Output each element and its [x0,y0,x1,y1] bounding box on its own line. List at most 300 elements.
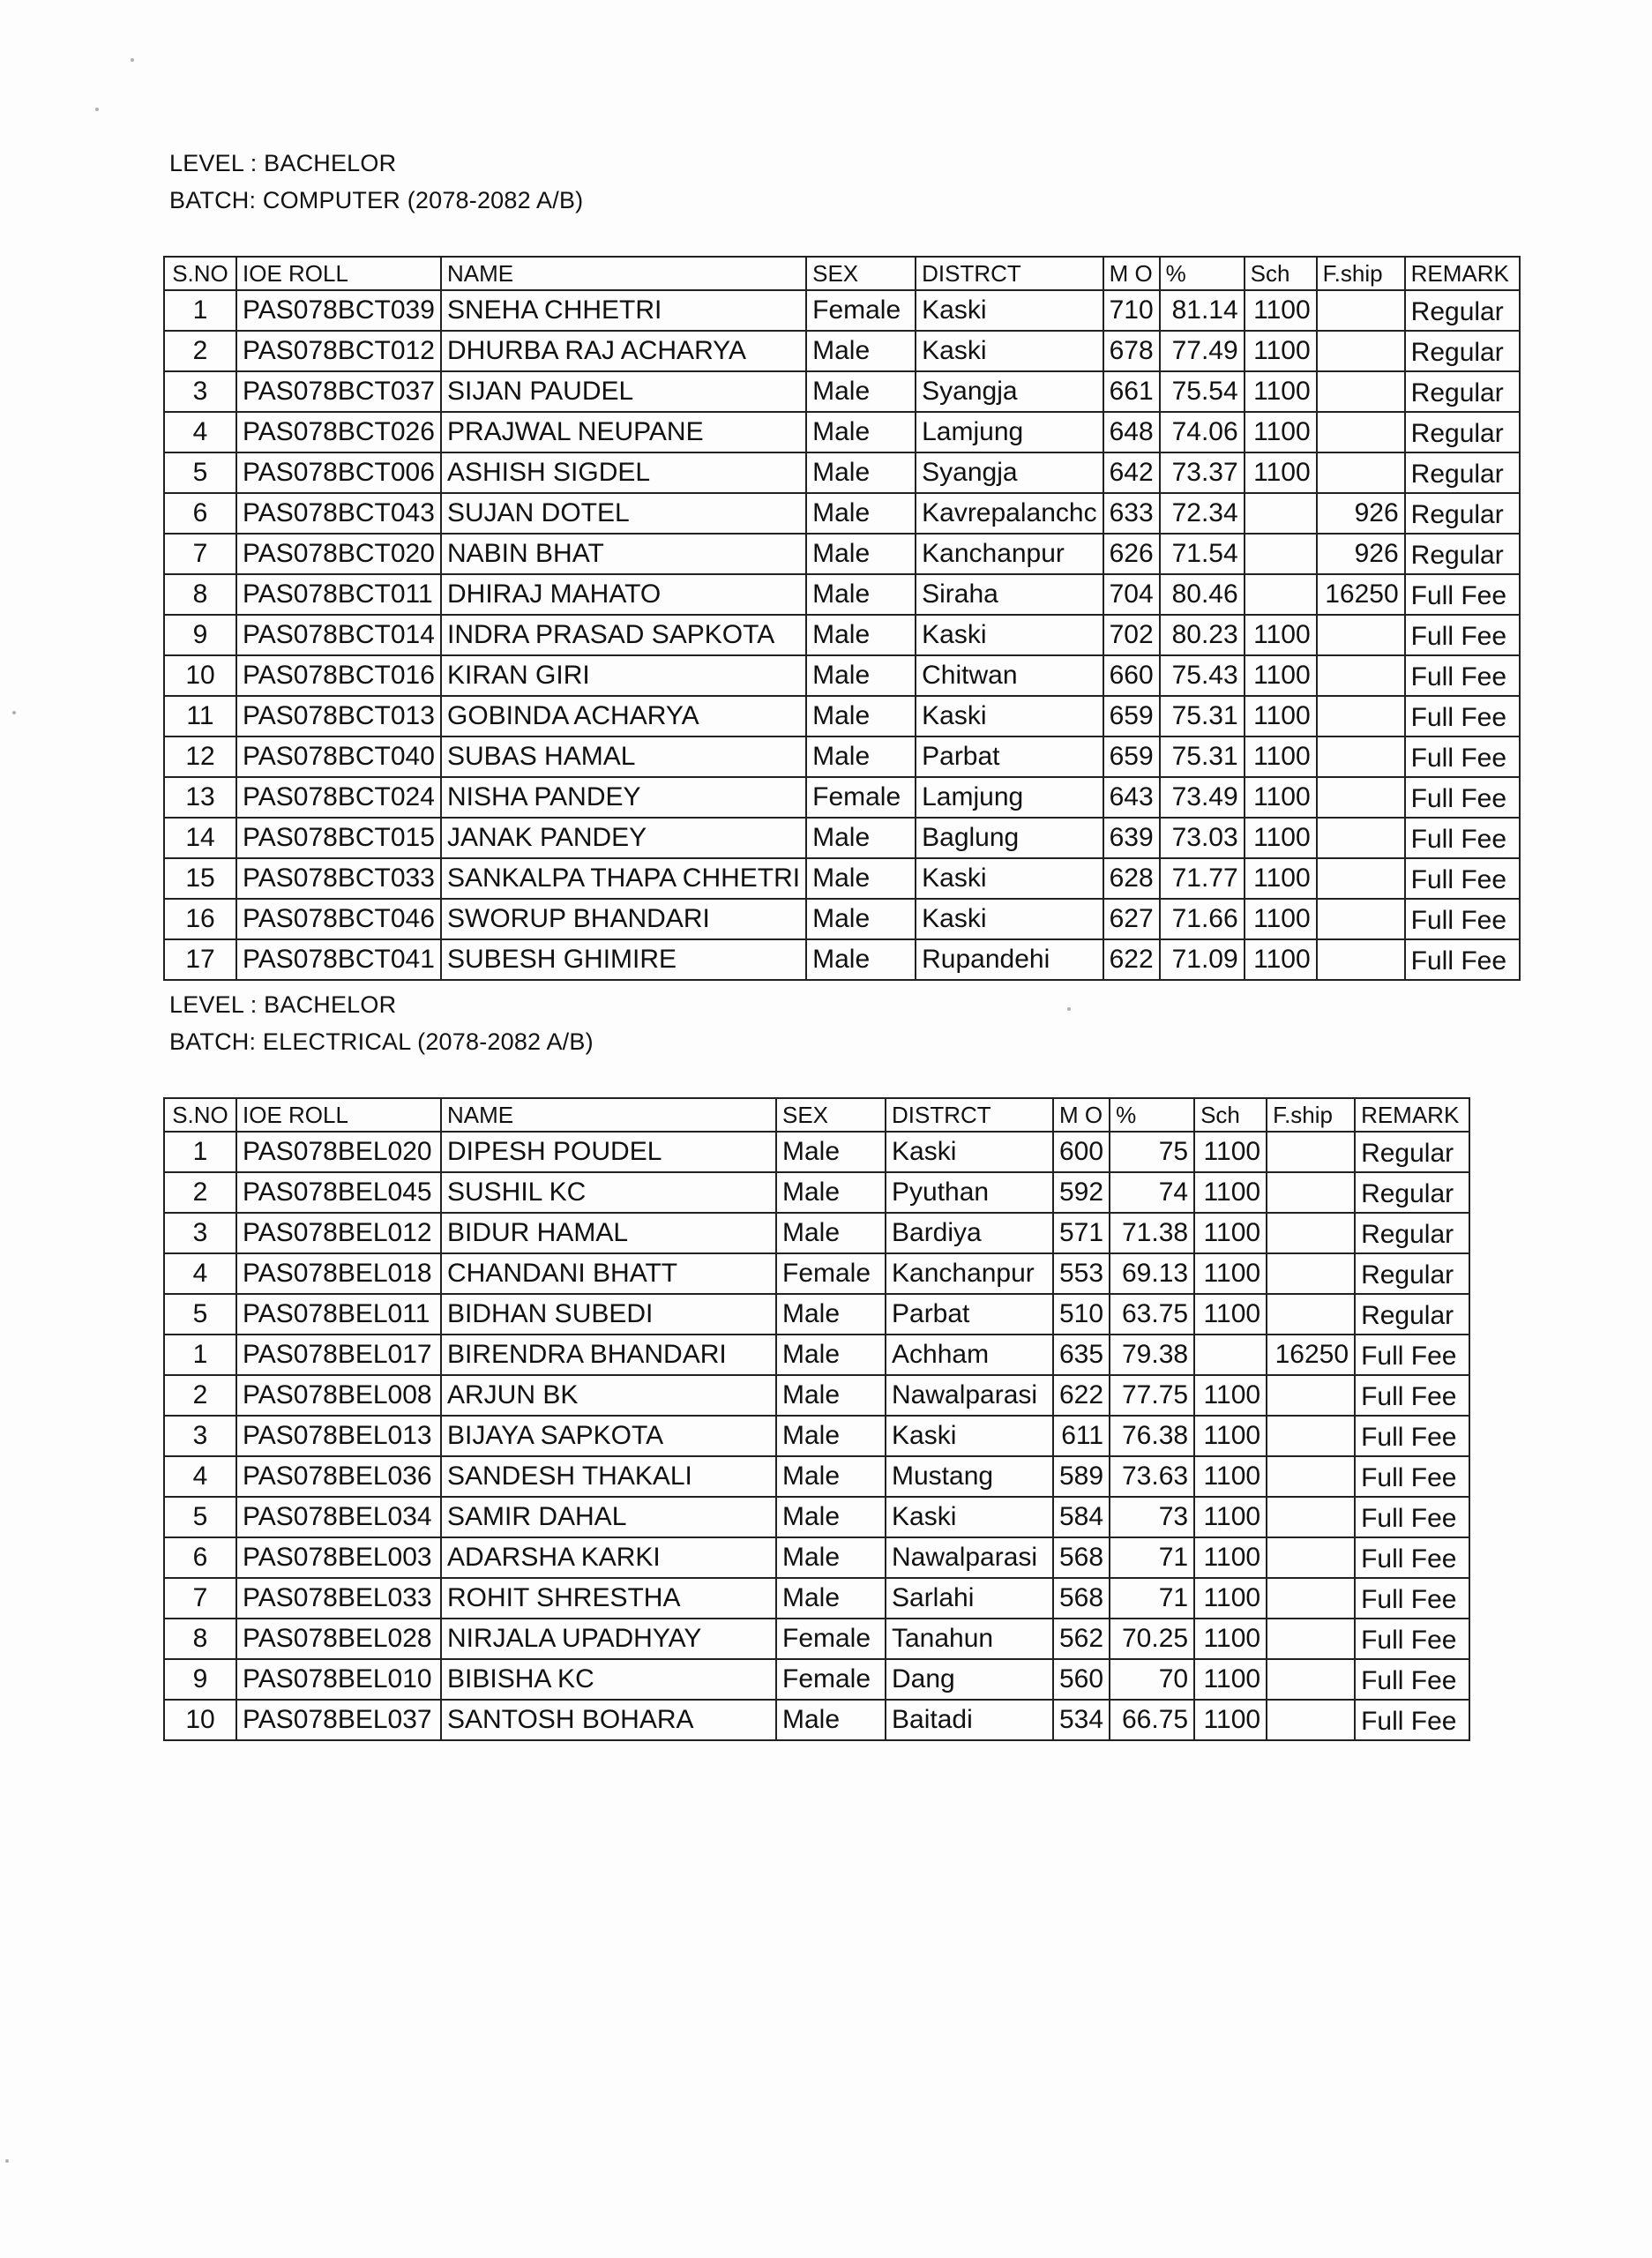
cell-remark: Full Fee [1355,1456,1469,1497]
cell-percent: 75 [1110,1132,1194,1172]
cell-sno: 17 [164,939,236,980]
cell-scholarship: 1100 [1194,1619,1267,1659]
cell-marks-obtained: 702 [1103,615,1160,655]
cell-district: Parbat [916,736,1103,777]
cell-name: BIDHAN SUBEDI [441,1294,776,1335]
cell-remark: Full Fee [1405,615,1520,655]
cell-district: Kaski [916,899,1103,939]
cell-scholarship: 1100 [1194,1172,1267,1213]
cell-scholarship: 1100 [1194,1213,1267,1253]
cell-remark: Full Fee [1405,696,1520,736]
table-row [164,493,1520,534]
cell-fellowship [1317,696,1405,736]
cell-remark: Full Fee [1355,1700,1469,1740]
cell-percent: 69.13 [1110,1253,1194,1294]
cell-marks-obtained: 678 [1103,331,1160,371]
column-header-fellowship: F.ship [1317,257,1405,290]
cell-sex: Male [806,655,916,696]
table-row [164,1497,1469,1537]
cell-sex: Male [806,371,916,412]
cell-percent: 71.77 [1160,858,1245,899]
cell-ioe-roll: PAS078BEL018 [236,1253,441,1294]
cell-fellowship [1267,1253,1355,1294]
cell-sex: Male [806,493,916,534]
table-row [164,777,1520,818]
cell-sex: Male [776,1375,886,1416]
column-header-sex: SEX [806,257,916,290]
column-header-remark: REMARK [1405,257,1520,290]
cell-sex: Male [806,412,916,452]
cell-sex: Male [806,818,916,858]
cell-sex: Male [806,331,916,371]
electrical-results-table [163,1097,1470,1741]
cell-sno: 5 [164,1294,236,1335]
cell-marks-obtained: 600 [1053,1132,1110,1172]
cell-sno: 15 [164,858,236,899]
cell-fellowship [1317,290,1405,331]
cell-fellowship [1317,452,1405,493]
table-row [164,1700,1469,1740]
table-row [164,1456,1469,1497]
table-row [164,1416,1469,1456]
cell-sex: Male [776,1335,886,1375]
column-header-district: DISTRCT [886,1098,1053,1132]
table-row [164,1578,1469,1619]
cell-ioe-roll: PAS078BEL045 [236,1172,441,1213]
cell-sno: 3 [164,371,236,412]
cell-name: DHURBA RAJ ACHARYA [441,331,806,371]
cell-name: NABIN BHAT [441,534,806,574]
cell-ioe-roll: PAS078BCT046 [236,899,441,939]
cell-scholarship [1245,574,1317,615]
cell-fellowship [1267,1456,1355,1497]
column-header-ioe-roll: IOE ROLL [236,1098,441,1132]
cell-sno: 14 [164,818,236,858]
column-header-name: NAME [441,257,806,290]
table-row [164,1375,1469,1416]
cell-district: Nawalparasi [886,1537,1053,1578]
cell-sex: Male [776,1416,886,1456]
cell-marks-obtained: 626 [1103,534,1160,574]
cell-ioe-roll: PAS078BCT037 [236,371,441,412]
cell-fellowship [1317,412,1405,452]
cell-remark: Full Fee [1405,655,1520,696]
cell-fellowship [1267,1416,1355,1456]
cell-remark: Full Fee [1405,899,1520,939]
cell-fellowship [1267,1700,1355,1740]
cell-sno: 7 [164,534,236,574]
cell-remark: Regular [1405,412,1520,452]
cell-district: Baglung [916,818,1103,858]
column-header-sno: S.NO [164,257,236,290]
cell-fellowship [1267,1497,1355,1537]
cell-scholarship: 1100 [1245,736,1317,777]
cell-name: INDRA PRASAD SAPKOTA [441,615,806,655]
cell-ioe-roll: PAS078BEL012 [236,1213,441,1253]
table-row [164,534,1520,574]
cell-sno: 9 [164,1659,236,1700]
cell-percent: 75.31 [1160,736,1245,777]
cell-name: GOBINDA ACHARYA [441,696,806,736]
cell-percent: 77.75 [1110,1375,1194,1416]
cell-remark: Regular [1405,452,1520,493]
computer-batch-section [0,145,1652,976]
column-header-sex: SEX [776,1098,886,1132]
cell-fellowship [1267,1659,1355,1700]
batch-heading: BATCH: COMPUTER (2078-2082 A/B) [169,187,584,213]
table-row [164,452,1520,493]
cell-remark: Regular [1405,371,1520,412]
cell-fellowship [1267,1537,1355,1578]
cell-fellowship [1267,1578,1355,1619]
cell-marks-obtained: 589 [1053,1456,1110,1497]
table-row [164,1537,1469,1578]
cell-remark: Full Fee [1355,1497,1469,1537]
cell-percent: 73 [1110,1497,1194,1537]
cell-scholarship: 1100 [1194,1537,1267,1578]
table-row [164,818,1520,858]
cell-remark: Full Fee [1405,777,1520,818]
table-row [164,290,1520,331]
cell-percent: 73.49 [1160,777,1245,818]
cell-scholarship: 1100 [1194,1132,1267,1172]
cell-sex: Female [806,290,916,331]
cell-fellowship [1317,818,1405,858]
cell-fellowship: 926 [1317,493,1405,534]
cell-percent: 81.14 [1160,290,1245,331]
cell-percent: 71.38 [1110,1213,1194,1253]
cell-sex: Female [776,1253,886,1294]
cell-scholarship [1245,534,1317,574]
cell-sno: 1 [164,1335,236,1375]
cell-district: Tanahun [886,1619,1053,1659]
cell-sex: Male [806,615,916,655]
cell-district: Kaski [916,615,1103,655]
cell-ioe-roll: PAS078BEL034 [236,1497,441,1537]
cell-percent: 80.23 [1160,615,1245,655]
cell-marks-obtained: 622 [1053,1375,1110,1416]
cell-scholarship [1245,493,1317,534]
cell-district: Kanchanpur [916,534,1103,574]
cell-ioe-roll: PAS078BCT024 [236,777,441,818]
cell-sno: 8 [164,1619,236,1659]
cell-scholarship: 1100 [1245,452,1317,493]
cell-sno: 3 [164,1416,236,1456]
cell-scholarship: 1100 [1194,1497,1267,1537]
cell-name: SWORUP BHANDARI [441,899,806,939]
cell-sex: Male [806,736,916,777]
cell-district: Kaski [886,1132,1053,1172]
cell-fellowship [1317,655,1405,696]
cell-ioe-roll: PAS078BCT014 [236,615,441,655]
cell-percent: 70.25 [1110,1619,1194,1659]
cell-sex: Male [776,1578,886,1619]
table-row [164,1132,1469,1172]
cell-remark: Regular [1355,1294,1469,1335]
cell-fellowship: 926 [1317,534,1405,574]
column-header-percent: % [1110,1098,1194,1132]
cell-name: ASHISH SIGDEL [441,452,806,493]
cell-marks-obtained: 633 [1103,493,1160,534]
cell-percent: 74.06 [1160,412,1245,452]
cell-marks-obtained: 704 [1103,574,1160,615]
cell-fellowship: 16250 [1267,1335,1355,1375]
cell-percent: 72.34 [1160,493,1245,534]
cell-scholarship: 1100 [1245,290,1317,331]
cell-marks-obtained: 659 [1103,696,1160,736]
cell-name: NIRJALA UPADHYAY [441,1619,776,1659]
cell-sex: Male [776,1456,886,1497]
cell-remark: Regular [1355,1132,1469,1172]
column-header-remark: REMARK [1355,1098,1469,1132]
cell-sex: Male [806,534,916,574]
cell-marks-obtained: 553 [1053,1253,1110,1294]
cell-ioe-roll: PAS078BCT041 [236,939,441,980]
cell-sno: 6 [164,1537,236,1578]
table-row [164,696,1520,736]
cell-ioe-roll: PAS078BEL011 [236,1294,441,1335]
column-header-marks-obtained: M O [1103,257,1160,290]
cell-remark: Regular [1355,1213,1469,1253]
cell-marks-obtained: 639 [1103,818,1160,858]
table-row [164,1253,1469,1294]
cell-name: ROHIT SHRESTHA [441,1578,776,1619]
cell-sno: 16 [164,899,236,939]
table-row [164,412,1520,452]
cell-sex: Male [776,1172,886,1213]
cell-marks-obtained: 592 [1053,1172,1110,1213]
cell-district: Kavrepalanchc [916,493,1103,534]
cell-scholarship: 1100 [1194,1578,1267,1619]
cell-scholarship: 1100 [1194,1700,1267,1740]
cell-ioe-roll: PAS078BCT020 [236,534,441,574]
cell-remark: Regular [1355,1172,1469,1213]
table-row [164,736,1520,777]
cell-percent: 73.03 [1160,818,1245,858]
cell-sex: Male [806,899,916,939]
cell-sex: Male [776,1132,886,1172]
cell-sno: 13 [164,777,236,818]
cell-fellowship [1267,1172,1355,1213]
cell-sno: 5 [164,1497,236,1537]
cell-district: Parbat [886,1294,1053,1335]
cell-sex: Male [776,1213,886,1253]
cell-percent: 71 [1110,1578,1194,1619]
cell-percent: 71.09 [1160,939,1245,980]
cell-district: Kaski [886,1497,1053,1537]
cell-fellowship [1267,1213,1355,1253]
cell-sex: Female [776,1659,886,1700]
cell-scholarship: 1100 [1245,412,1317,452]
cell-scholarship: 1100 [1194,1294,1267,1335]
cell-scholarship: 1100 [1245,858,1317,899]
cell-name: SANKALPA THAPA CHHETRI [441,858,806,899]
cell-fellowship [1317,331,1405,371]
cell-marks-obtained: 568 [1053,1578,1110,1619]
column-header-scholarship: Sch [1194,1098,1267,1132]
cell-scholarship: 1100 [1245,777,1317,818]
table-row [164,858,1520,899]
cell-sno: 4 [164,1456,236,1497]
cell-percent: 73.37 [1160,452,1245,493]
cell-name: JANAK PANDEY [441,818,806,858]
table-row [164,615,1520,655]
cell-sno: 7 [164,1578,236,1619]
cell-fellowship [1317,371,1405,412]
cell-district: Dang [886,1659,1053,1700]
cell-marks-obtained: 660 [1103,655,1160,696]
cell-scholarship: 1100 [1245,939,1317,980]
scan-speck [1067,1007,1071,1011]
cell-percent: 77.49 [1160,331,1245,371]
cell-district: Achham [886,1335,1053,1375]
cell-remark: Full Fee [1355,1578,1469,1619]
cell-district: Kanchanpur [886,1253,1053,1294]
cell-ioe-roll: PAS078BEL020 [236,1132,441,1172]
cell-district: Siraha [916,574,1103,615]
cell-district: Mustang [886,1456,1053,1497]
cell-name: SIJAN PAUDEL [441,371,806,412]
cell-sno: 2 [164,331,236,371]
cell-marks-obtained: 659 [1103,736,1160,777]
cell-scholarship [1194,1335,1267,1375]
cell-district: Kaski [916,290,1103,331]
cell-sex: Male [776,1497,886,1537]
column-header-percent: % [1160,257,1245,290]
cell-remark: Full Fee [1355,1619,1469,1659]
cell-remark: Full Fee [1355,1375,1469,1416]
cell-name: DIPESH POUDEL [441,1132,776,1172]
cell-sex: Male [806,696,916,736]
cell-remark: Full Fee [1355,1537,1469,1578]
table-row [164,899,1520,939]
cell-ioe-roll: PAS078BCT016 [236,655,441,696]
cell-ioe-roll: PAS078BEL010 [236,1659,441,1700]
cell-name: SUJAN DOTEL [441,493,806,534]
table-row [164,1213,1469,1253]
cell-name: ARJUN BK [441,1375,776,1416]
cell-district: Kaski [916,696,1103,736]
cell-ioe-roll: PAS078BCT043 [236,493,441,534]
cell-sno: 2 [164,1375,236,1416]
cell-sno: 10 [164,1700,236,1740]
cell-ioe-roll: PAS078BCT039 [236,290,441,331]
table-row [164,371,1520,412]
cell-scholarship: 1100 [1194,1659,1267,1700]
computer-results-table [163,256,1521,981]
cell-sno: 12 [164,736,236,777]
cell-scholarship: 1100 [1245,696,1317,736]
table-row [164,655,1520,696]
scan-speck [95,108,99,111]
cell-name: SUBESH GHIMIRE [441,939,806,980]
cell-ioe-roll: PAS078BCT013 [236,696,441,736]
cell-ioe-roll: PAS078BCT006 [236,452,441,493]
cell-fellowship [1317,777,1405,818]
cell-marks-obtained: 642 [1103,452,1160,493]
cell-sex: Male [806,452,916,493]
cell-scholarship: 1100 [1245,655,1317,696]
cell-marks-obtained: 648 [1103,412,1160,452]
cell-sno: 4 [164,412,236,452]
cell-name: SNEHA CHHETRI [441,290,806,331]
cell-ioe-roll: PAS078BCT026 [236,412,441,452]
cell-district: Nawalparasi [886,1375,1053,1416]
cell-percent: 75.54 [1160,371,1245,412]
cell-fellowship [1317,615,1405,655]
cell-ioe-roll: PAS078BEL036 [236,1456,441,1497]
cell-remark: Regular [1355,1253,1469,1294]
cell-fellowship [1267,1294,1355,1335]
cell-fellowship [1267,1619,1355,1659]
cell-sno: 2 [164,1172,236,1213]
cell-district: Syangja [916,452,1103,493]
cell-percent: 71 [1110,1537,1194,1578]
cell-marks-obtained: 628 [1103,858,1160,899]
cell-ioe-roll: PAS078BEL037 [236,1700,441,1740]
cell-fellowship [1267,1132,1355,1172]
cell-percent: 71.54 [1160,534,1245,574]
scan-speck [12,711,16,714]
cell-scholarship: 1100 [1245,331,1317,371]
cell-percent: 73.63 [1110,1456,1194,1497]
cell-remark: Regular [1405,290,1520,331]
cell-scholarship: 1100 [1245,818,1317,858]
cell-percent: 80.46 [1160,574,1245,615]
cell-district: Baitadi [886,1700,1053,1740]
scan-speck [5,2159,9,2163]
cell-marks-obtained: 635 [1053,1335,1110,1375]
cell-fellowship [1267,1375,1355,1416]
cell-name: SUBAS HAMAL [441,736,806,777]
cell-name: KIRAN GIRI [441,655,806,696]
cell-name: BIBISHA KC [441,1659,776,1700]
cell-sno: 1 [164,1132,236,1172]
cell-ioe-roll: PAS078BEL013 [236,1416,441,1456]
cell-remark: Full Fee [1405,858,1520,899]
cell-remark: Regular [1405,493,1520,534]
cell-marks-obtained: 643 [1103,777,1160,818]
cell-marks-obtained: 627 [1103,899,1160,939]
cell-remark: Full Fee [1405,818,1520,858]
cell-percent: 70 [1110,1659,1194,1700]
cell-remark: Full Fee [1405,574,1520,615]
cell-district: Bardiya [886,1213,1053,1253]
cell-ioe-roll: PAS078BCT012 [236,331,441,371]
electrical-batch-section [0,986,1652,1736]
cell-ioe-roll: PAS078BCT033 [236,858,441,899]
table-header-row [164,257,1520,290]
cell-district: Lamjung [916,412,1103,452]
cell-marks-obtained: 571 [1053,1213,1110,1253]
cell-name: ADARSHA KARKI [441,1537,776,1578]
cell-district: Kaski [886,1416,1053,1456]
cell-sno: 10 [164,655,236,696]
cell-district: Lamjung [916,777,1103,818]
cell-remark: Full Fee [1405,939,1520,980]
cell-marks-obtained: 611 [1053,1416,1110,1456]
cell-percent: 63.75 [1110,1294,1194,1335]
cell-fellowship [1317,899,1405,939]
table-row [164,1335,1469,1375]
cell-name: PRAJWAL NEUPANE [441,412,806,452]
cell-sno: 1 [164,290,236,331]
cell-scholarship: 1100 [1194,1253,1267,1294]
cell-ioe-roll: PAS078BCT011 [236,574,441,615]
scan-speck [131,58,134,62]
cell-percent: 75.43 [1160,655,1245,696]
cell-scholarship: 1100 [1194,1416,1267,1456]
